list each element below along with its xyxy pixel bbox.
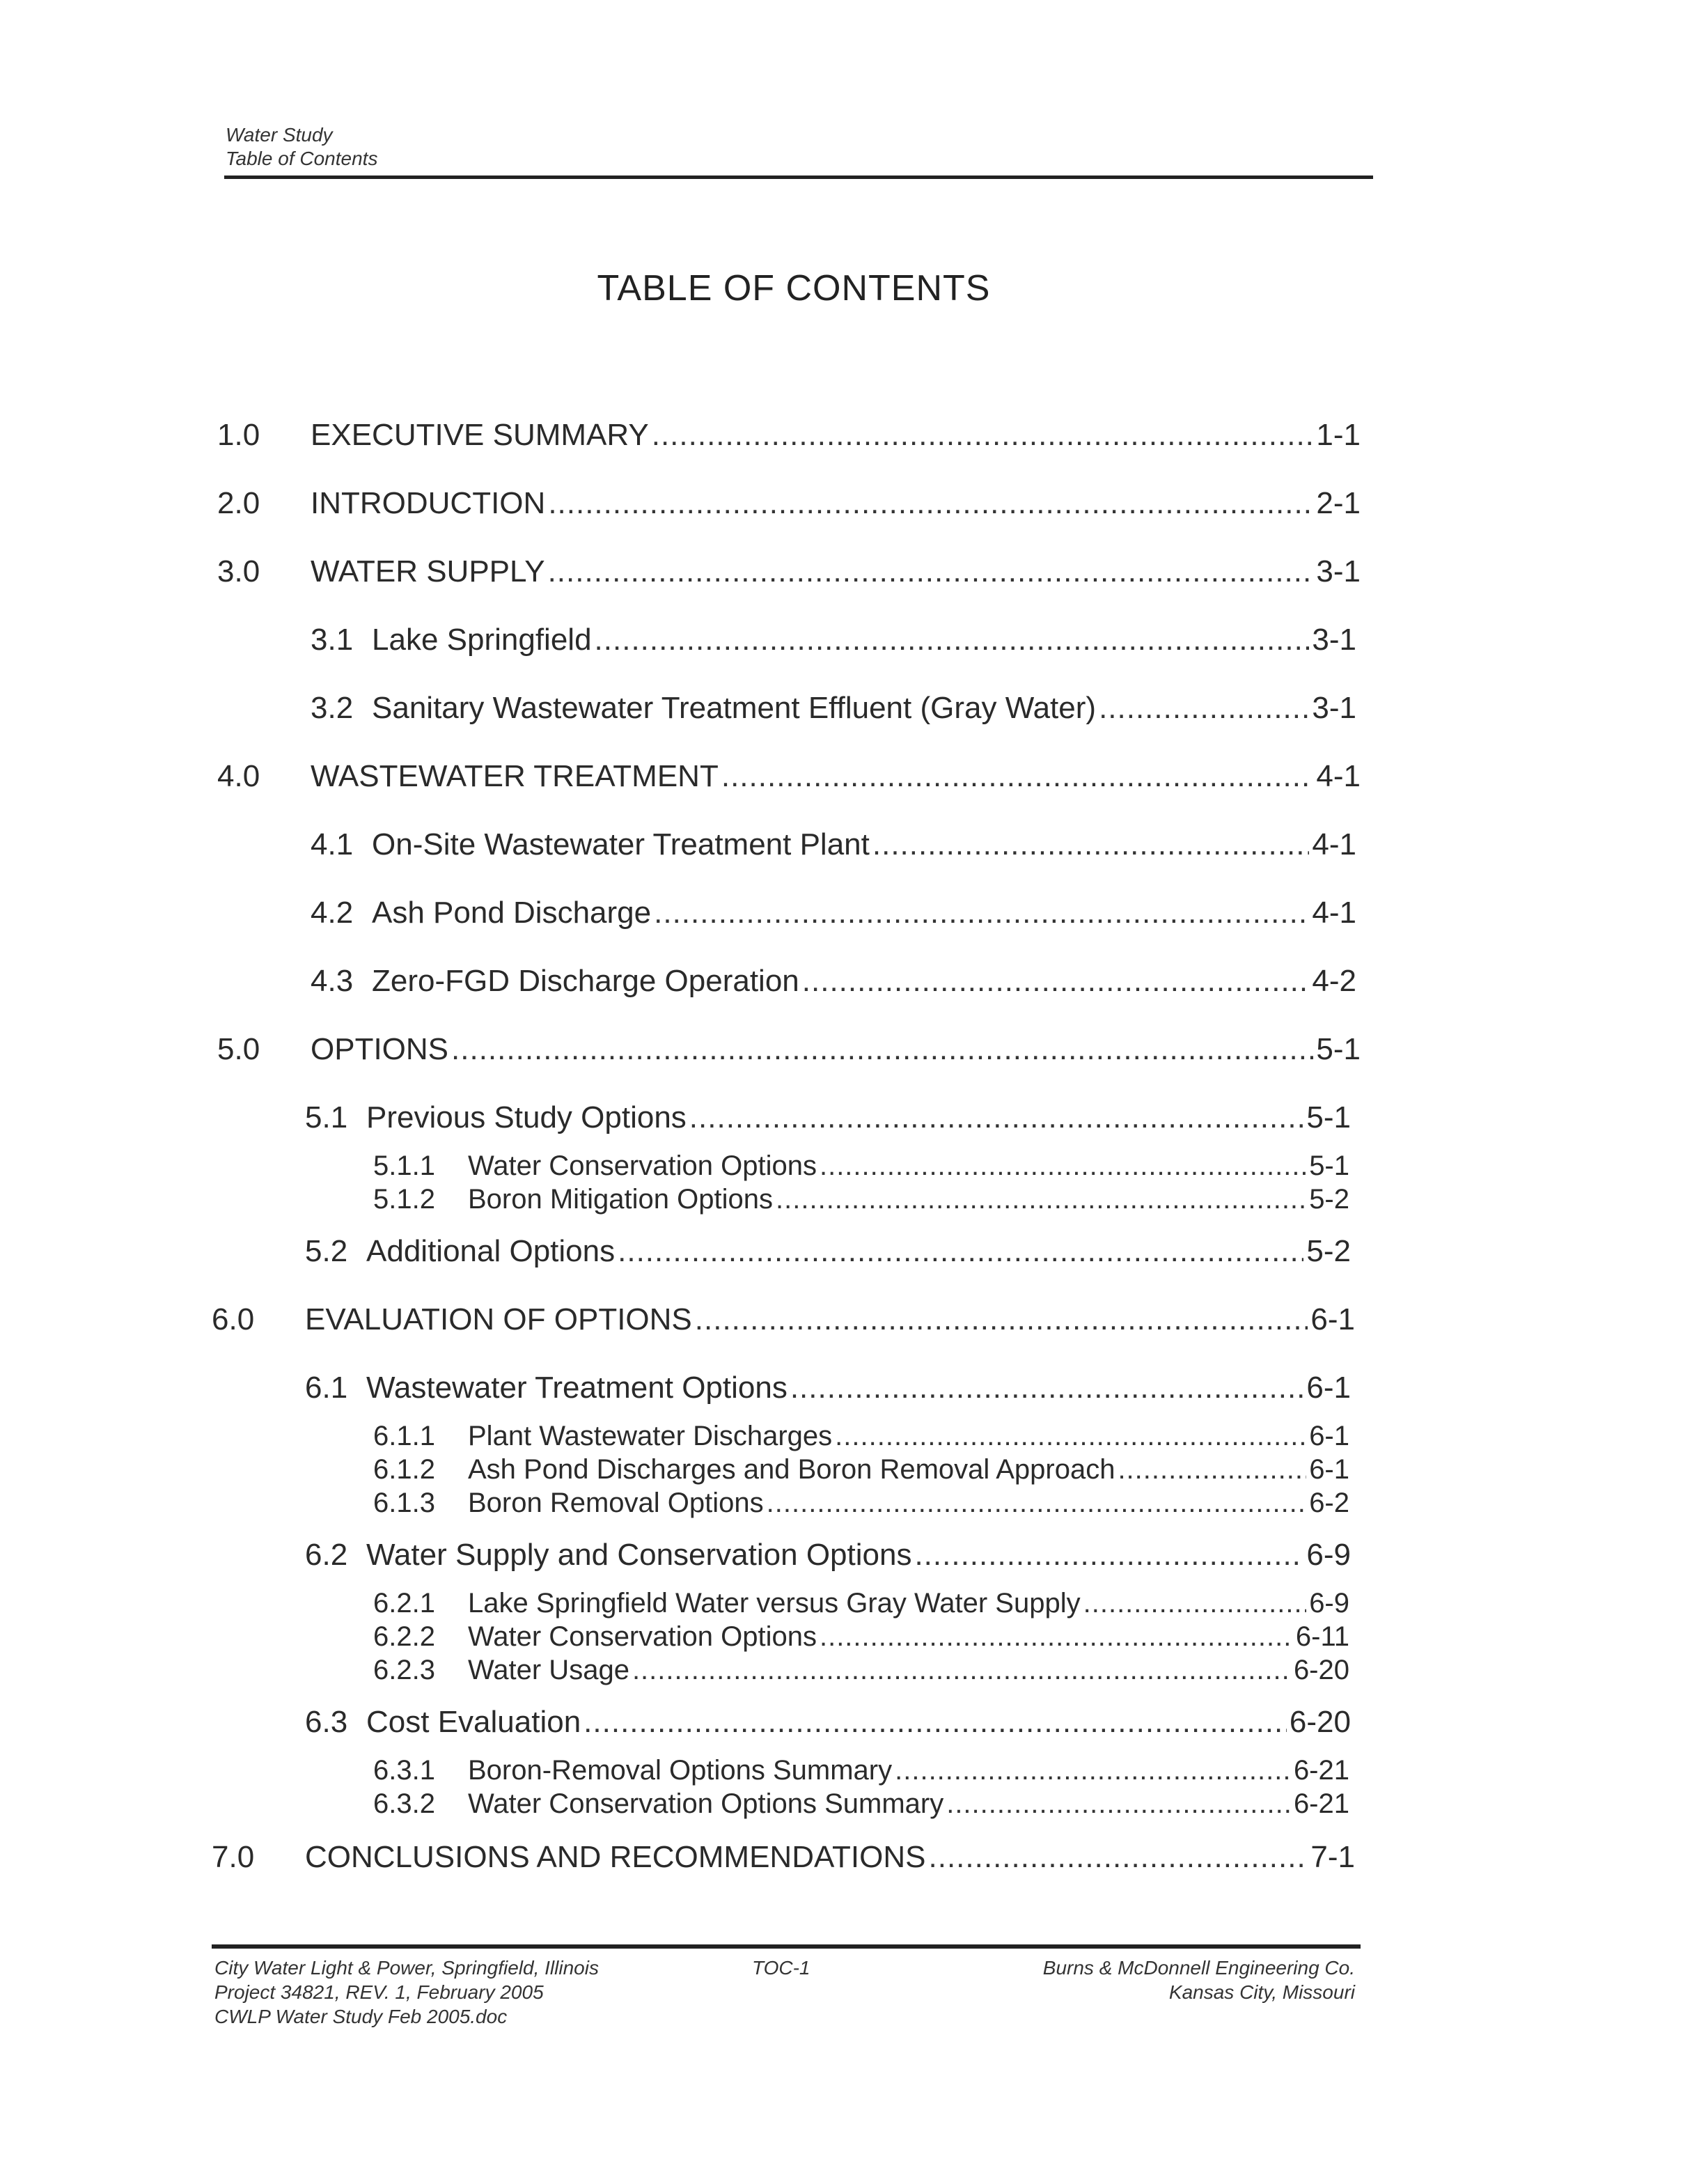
- toc-entry: [305, 1705, 1351, 1740]
- toc-entry-title: Zero-FGD Discharge Operation: [372, 964, 799, 998]
- toc-entry: [305, 1538, 1351, 1573]
- toc-entry-page: 4-2: [1312, 964, 1356, 998]
- toc-entry-page: 6-21: [1293, 1755, 1349, 1786]
- toc-entry-title: Boron Mitigation Options: [468, 1184, 774, 1215]
- toc-entry-number: 5.1: [305, 1100, 348, 1134]
- toc-entry-leader: [721, 759, 1314, 794]
- toc-entry: [373, 1788, 1349, 1820]
- toc-entry-title: Ash Pond Discharges and Boron Removal Approach: [468, 1454, 1115, 1485]
- footer-client: City Water Light & Power, Springfield, Illinois: [214, 1957, 599, 1979]
- toc-entry-leader: [790, 1371, 1304, 1405]
- toc-entry-leader: [767, 1488, 1307, 1519]
- toc-entry: [373, 1621, 1349, 1653]
- toc-entry-leader: [618, 1234, 1303, 1269]
- toc-entry-leader: [654, 896, 1309, 930]
- header-rule: [224, 176, 1373, 179]
- toc-entry-title: Boron Removal Options: [468, 1488, 764, 1518]
- toc-entry-number: 6.2.2: [373, 1621, 435, 1652]
- toc-entry-leader: [548, 554, 1314, 589]
- toc-entry: [305, 1234, 1351, 1269]
- toc-entry-leader: [632, 1655, 1291, 1686]
- toc-entry: [212, 1840, 1355, 1875]
- toc-entry-number: 5.0: [217, 1032, 260, 1066]
- toc-entry-number: 6.2.1: [373, 1588, 435, 1618]
- toc-entry-page: 6-21: [1293, 1788, 1349, 1819]
- toc-entry: [212, 1302, 1355, 1337]
- toc-entry-number: 4.0: [217, 759, 260, 793]
- toc-entry-page: 3-1: [1312, 691, 1356, 725]
- toc-entry-number: 6.1.2: [373, 1454, 435, 1485]
- toc-entry-number: 6.2.3: [373, 1655, 435, 1685]
- toc-entry-title: Plant Wastewater Discharges: [468, 1421, 833, 1451]
- toc-entry-title: Lake Springfield Water versus Gray Water Supply: [468, 1588, 1081, 1618]
- toc-entry: [373, 1421, 1349, 1452]
- toc-entry-title: EXECUTIVE SUMMARY: [311, 418, 649, 452]
- toc-entry-number: 1.0: [217, 418, 260, 452]
- toc-entry-page: 4-1: [1312, 827, 1356, 861]
- footer-left: [214, 1956, 599, 2029]
- toc-entry-leader: [1099, 691, 1309, 726]
- toc-entry: [217, 486, 1361, 521]
- footer-project: Project 34821, REV. 1, February 2005: [214, 1981, 544, 2003]
- toc-entry-page: 5-1: [1316, 1032, 1361, 1066]
- toc-entry: [373, 1454, 1349, 1485]
- toc-entry-title: Water Usage: [468, 1655, 629, 1685]
- toc-entry-number: 6.3.1: [373, 1755, 435, 1786]
- toc-entry-title: WASTEWATER TREATMENT: [311, 759, 719, 793]
- footer-location: Kansas City, Missouri: [1168, 1981, 1355, 2003]
- toc-entry-leader: [652, 418, 1314, 453]
- toc-entry-number: 6.1.3: [373, 1488, 435, 1518]
- toc-entry-leader: [583, 1705, 1287, 1740]
- toc-entry-leader: [872, 827, 1310, 862]
- toc-entry-number: 5.1.1: [373, 1150, 435, 1181]
- toc-entry-page: 5-2: [1306, 1234, 1351, 1268]
- toc-entry: [373, 1755, 1349, 1786]
- toc-entry-page: 4-1: [1316, 759, 1361, 793]
- toc-entry-page: 4-1: [1312, 896, 1356, 930]
- toc-entry-page: 6-9: [1309, 1588, 1349, 1618]
- toc-entry-page: 6-2: [1309, 1488, 1349, 1518]
- toc-entry-title: Boron-Removal Options Summary: [468, 1755, 893, 1786]
- toc-entry: [217, 759, 1361, 794]
- toc-entry-title: Sanitary Wastewater Treatment Effluent (Gray Water): [372, 691, 1097, 725]
- toc-entry-number: 7.0: [212, 1840, 255, 1874]
- toc-entry: [311, 896, 1356, 930]
- toc-entry-title: Water Conservation Options: [468, 1621, 817, 1652]
- toc-entry-number: 4.3: [311, 964, 354, 998]
- toc-entry: [305, 1371, 1351, 1405]
- toc-entry-leader: [548, 486, 1313, 521]
- toc-entry: [373, 1588, 1349, 1619]
- toc-entry: [373, 1184, 1349, 1215]
- toc-entry-number: 6.1.1: [373, 1421, 435, 1451]
- toc-entry-number: 6.3.2: [373, 1788, 435, 1819]
- footer-firm: Burns & McDonnell Engineering Co.: [1042, 1957, 1355, 1979]
- toc-entry: [373, 1488, 1349, 1519]
- toc-entry-page: 6-1: [1306, 1371, 1351, 1405]
- toc-entry: [373, 1655, 1349, 1686]
- toc-entry: [311, 827, 1356, 862]
- toc-entry: [373, 1150, 1349, 1182]
- toc-entry-page: 6-11: [1295, 1621, 1349, 1652]
- toc-entry-number: 6.1: [305, 1371, 348, 1405]
- toc-entry-page: 2-1: [1316, 486, 1361, 520]
- toc-entry-page: 6-20: [1293, 1655, 1349, 1685]
- toc-entry: [311, 691, 1356, 726]
- toc-entry-leader: [595, 623, 1310, 657]
- toc-entry-leader: [802, 964, 1310, 999]
- toc-entry-leader: [451, 1032, 1313, 1067]
- toc-entry: [311, 964, 1356, 999]
- toc-entry-number: 3.2: [311, 691, 354, 725]
- toc-entry-title: CONCLUSIONS AND RECOMMENDATIONS: [305, 1840, 926, 1874]
- toc-entry: [311, 623, 1356, 657]
- footer-page-number: TOC-1: [752, 1957, 810, 1979]
- toc-entry-number: 4.2: [311, 896, 354, 930]
- toc-entry-leader: [695, 1302, 1308, 1337]
- toc-entry-page: 1-1: [1316, 418, 1361, 452]
- toc-entry-page: 5-2: [1309, 1184, 1349, 1215]
- toc-entry-page: 3-1: [1316, 554, 1361, 588]
- toc-entry-number: 3.1: [311, 623, 354, 657]
- toc-entry-title: Cost Evaluation: [366, 1705, 581, 1739]
- toc-entry-title: Wastewater Treatment Options: [366, 1371, 788, 1405]
- toc-entry-title: Lake Springfield: [372, 623, 592, 657]
- toc-entry-number: 4.1: [311, 827, 354, 861]
- toc-entry-title: On-Site Wastewater Treatment Plant: [372, 827, 870, 861]
- toc-entry-leader: [1083, 1588, 1307, 1619]
- toc-entry-leader: [776, 1184, 1306, 1215]
- toc-entry-title: EVALUATION OF OPTIONS: [305, 1302, 692, 1336]
- toc-entry-leader: [914, 1538, 1303, 1573]
- toc-entry-leader: [689, 1100, 1304, 1135]
- toc-entry-number: 3.0: [217, 554, 260, 588]
- toc-entry-title: Additional Options: [366, 1234, 616, 1268]
- toc-entry-leader: [1118, 1454, 1306, 1485]
- header-study-name: Water Study: [226, 124, 333, 146]
- toc-entry-page: 3-1: [1312, 623, 1356, 657]
- toc-entry-page: 6-1: [1310, 1302, 1355, 1336]
- toc-entry-page: 6-20: [1289, 1705, 1351, 1739]
- toc-entry-page: 5-1: [1309, 1150, 1349, 1181]
- toc-entry-leader: [946, 1788, 1291, 1820]
- header-section-name: Table of Contents: [226, 148, 378, 169]
- toc-entry-title: Water Conservation Options Summary: [468, 1788, 944, 1819]
- toc-entry-title: WATER SUPPLY: [311, 554, 545, 588]
- toc-entry-leader: [820, 1150, 1306, 1182]
- footer-filename: CWLP Water Study Feb 2005.doc: [214, 2006, 508, 2027]
- footer-rule: [212, 1944, 1361, 1949]
- toc-entry: [217, 418, 1361, 453]
- toc-entry-title: Water Conservation Options: [468, 1150, 817, 1181]
- toc-entry-page: 5-1: [1306, 1100, 1351, 1134]
- toc-entry-title: Previous Study Options: [366, 1100, 687, 1134]
- toc-entry-title: OPTIONS: [311, 1032, 449, 1066]
- toc-entry: [217, 554, 1361, 589]
- toc-entry-number: 2.0: [217, 486, 260, 520]
- toc-entry-title: INTRODUCTION: [311, 486, 546, 520]
- toc-entry-number: 5.1.2: [373, 1184, 435, 1215]
- toc-entry-leader: [895, 1755, 1291, 1786]
- toc-entry-number: 6.0: [212, 1302, 255, 1336]
- toc-entry-number: 6.2: [305, 1538, 348, 1572]
- toc-entry-title: Water Supply and Conservation Options: [366, 1538, 912, 1572]
- toc-entry: [305, 1100, 1351, 1135]
- toc-entry-page: 6-1: [1309, 1454, 1349, 1485]
- page-title: TABLE OF CONTENTS: [597, 268, 991, 309]
- toc-entry-leader: [835, 1421, 1306, 1452]
- toc-entry-leader: [820, 1621, 1293, 1653]
- toc-entry-page: 6-9: [1306, 1538, 1351, 1572]
- footer-right: [1043, 1956, 1355, 2004]
- toc-entry-page: 7-1: [1310, 1840, 1355, 1874]
- toc-entry: [217, 1032, 1361, 1067]
- toc-entry-leader: [929, 1840, 1308, 1875]
- toc-entry-number: 5.2: [305, 1234, 348, 1268]
- toc-entry-page: 6-1: [1309, 1421, 1349, 1451]
- toc-entry-number: 6.3: [305, 1705, 348, 1739]
- toc-entry-title: Ash Pond Discharge: [372, 896, 652, 930]
